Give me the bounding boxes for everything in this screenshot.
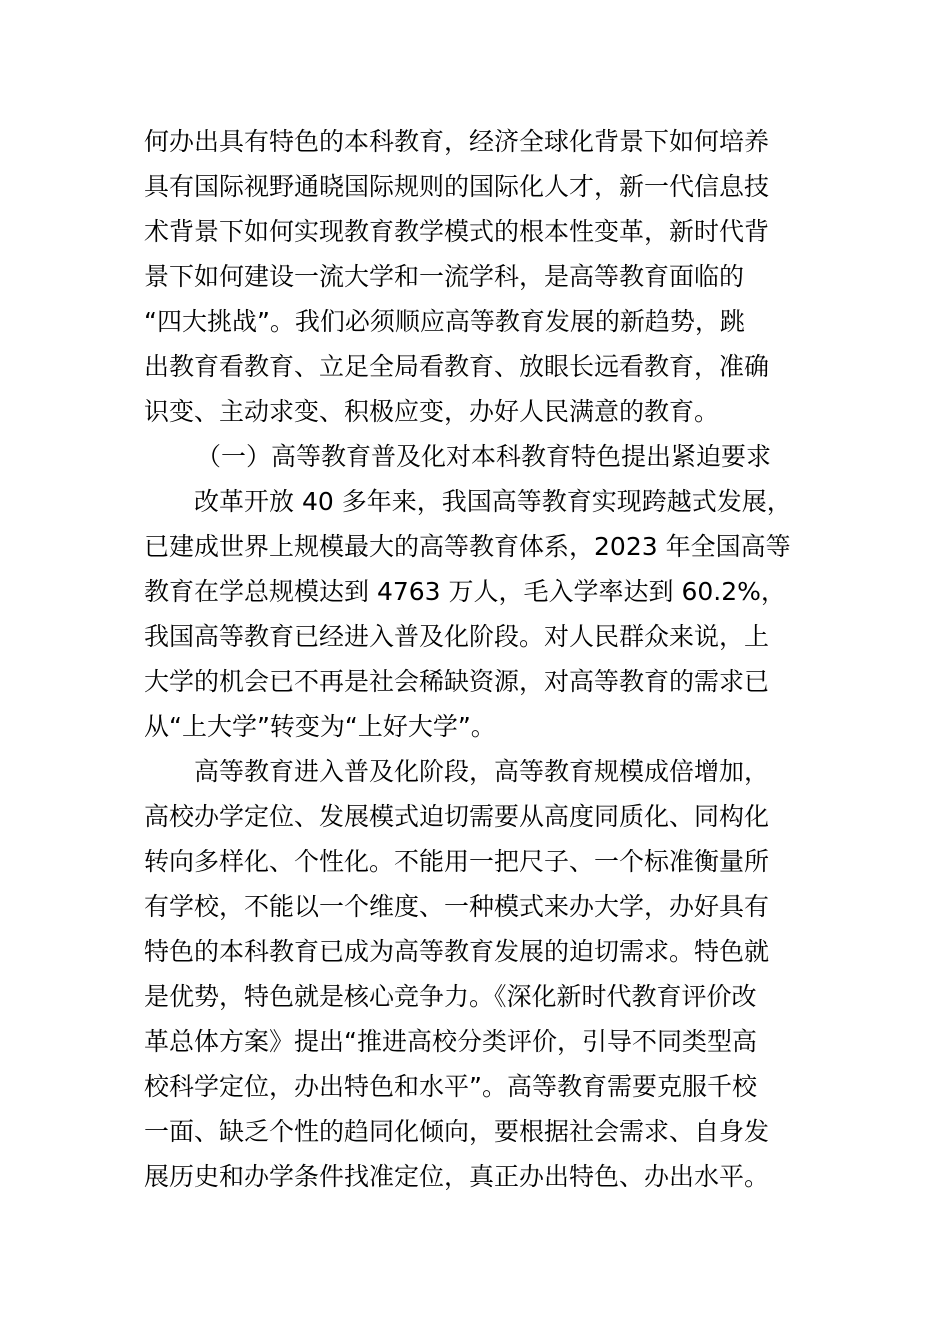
text-line: 改革开放 40 多年来，我国高等教育实现跨越式发展， <box>194 487 792 516</box>
text-line: 转向多样化、个性化。不能用一把尺子、一个标准衡量所 <box>144 847 770 876</box>
paragraph-2 <box>144 749 824 1199</box>
text-line: 何办出具有特色的本科教育，经济全球化背景下如何培养 <box>144 127 770 156</box>
text-line: 有学校，不能以一个维度、一种模式来办大学，办好具有 <box>144 892 770 921</box>
paragraph-1 <box>144 479 824 749</box>
text-line: 术背景下如何实现教育教学模式的根本性变革，新时代背 <box>144 217 770 246</box>
text-line: “四大挑战”。我们必须顺应高等教育发展的新趋势，跳 <box>144 307 745 336</box>
text-line: 出教育看教育、立足全局看教育、放眼长远看教育，准确 <box>144 352 770 381</box>
text-line: 教育在学总规模达到 4763 万人，毛入学率达到 60.2%， <box>144 577 786 606</box>
text-line: 高校办学定位、发展模式迫切需要从高度同质化、同构化 <box>144 802 770 831</box>
text-line: 大学的机会已不再是社会稀缺资源，对高等教育的需求已 <box>144 667 770 696</box>
text-line: 特色的本科教育已成为高等教育发展的迫切需求。特色就 <box>144 937 770 966</box>
text-line: 革总体方案》提出“推进高校分类评价，引导不同类型高 <box>144 1027 757 1056</box>
text-line: 识变、主动求变、积极应变，办好人民满意的教育。 <box>144 397 720 426</box>
text-line: 已建成世界上规模最大的高等教育体系，2023 年全国高等 <box>144 532 791 561</box>
text-line: 展历史和办学条件找准定位，真正办出特色、办出水平。 <box>144 1162 770 1191</box>
intro-paragraph <box>144 119 824 434</box>
text-line: 具有国际视野通晓国际规则的国际化人才，新一代信息技 <box>144 172 770 201</box>
text-line: 高等教育进入普及化阶段，高等教育规模成倍增加， <box>194 757 770 786</box>
text-line: 从“上大学”转变为“上好大学”。 <box>144 712 496 741</box>
section-heading: （一）高等教育普及化对本科教育特色提出紧迫要求 <box>196 442 772 471</box>
document-body <box>144 119 824 1199</box>
text-line: 我国高等教育已经进入普及化阶段。对人民群众来说，上 <box>144 622 770 651</box>
text-line: 景下如何建设一流大学和一流学科，是高等教育面临的 <box>144 262 745 291</box>
text-line: 校科学定位，办出特色和水平”。高等教育需要克服千校 <box>144 1072 757 1101</box>
text-line: 是优势，特色就是核心竞争力。《深化新时代教育评价改 <box>144 982 757 1011</box>
text-line: 一面、缺乏个性的趋同化倾向，要根据社会需求、自身发 <box>144 1117 770 1146</box>
